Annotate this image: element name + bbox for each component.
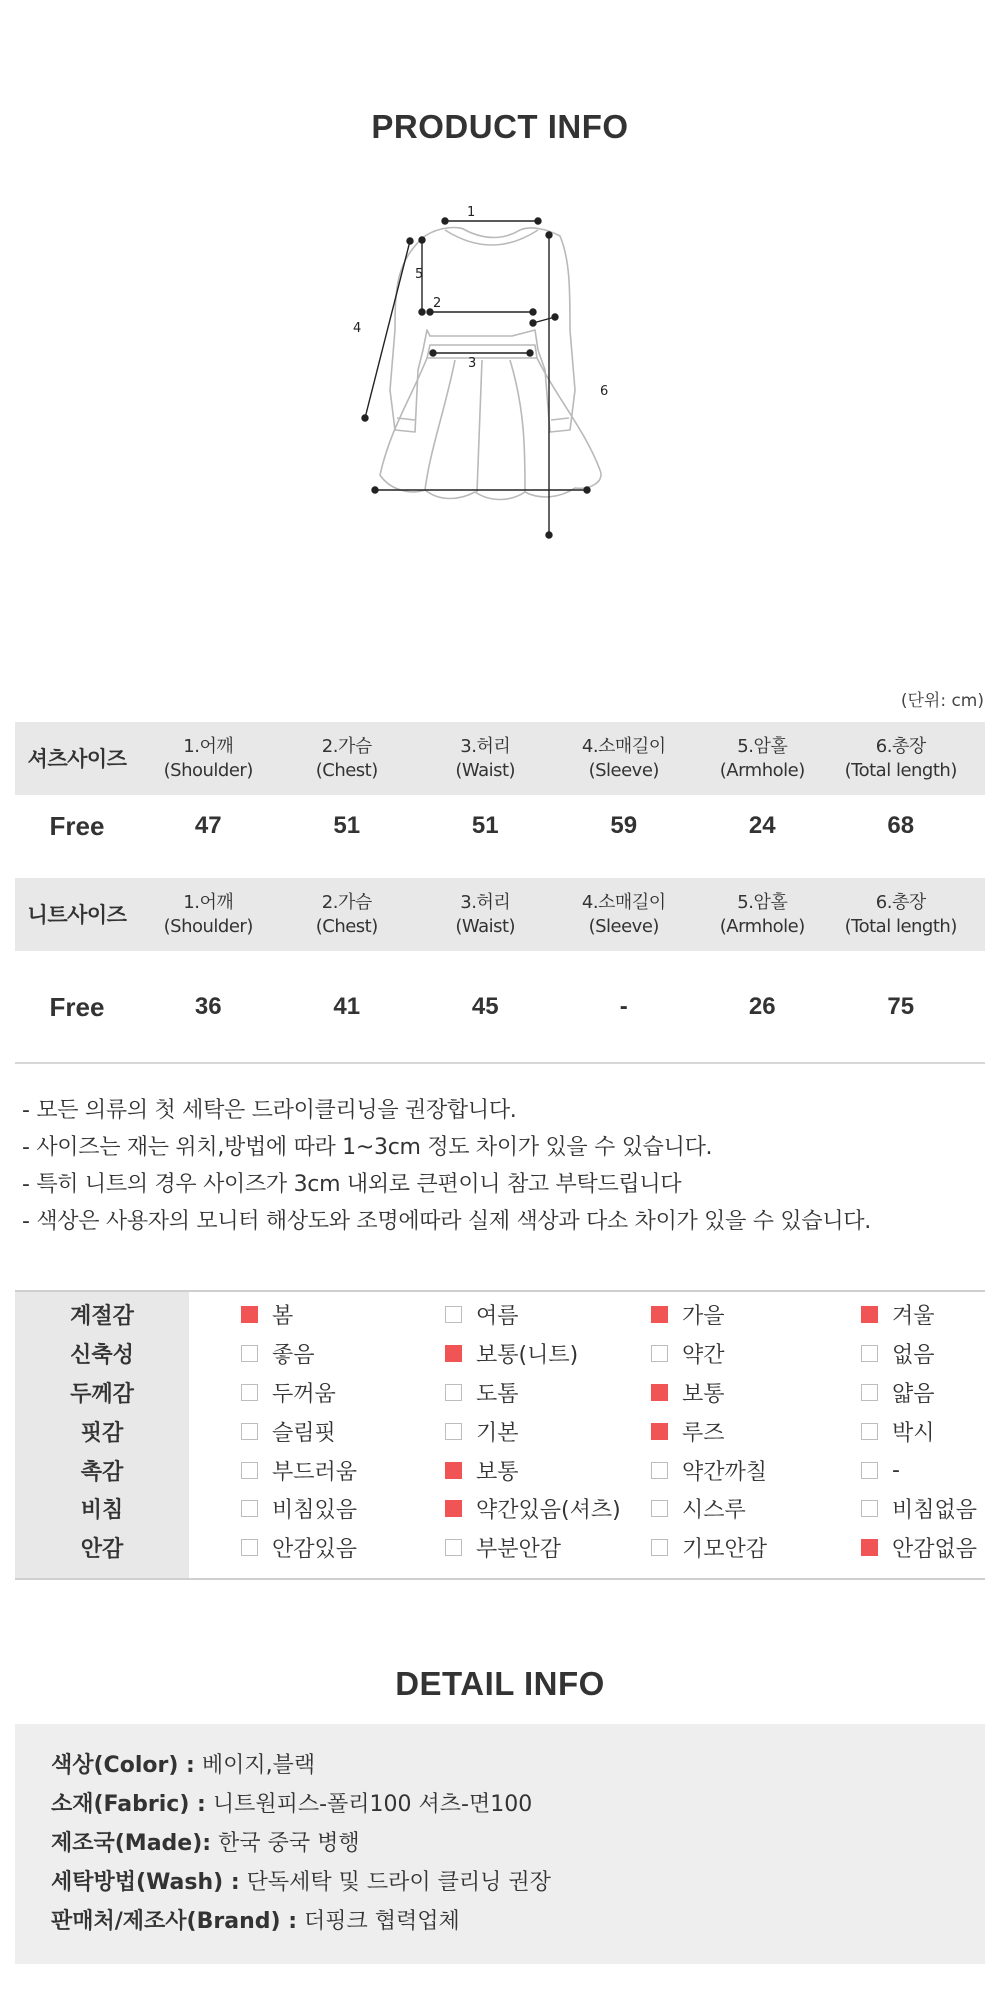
attribute-row xyxy=(15,1334,985,1372)
attribute-row xyxy=(15,1489,985,1527)
dress-skirt-outline xyxy=(380,358,601,500)
attribute-option-label: 시스루 xyxy=(682,1497,746,1523)
attribute-option xyxy=(651,1338,725,1369)
checked-box-icon xyxy=(445,1462,462,1479)
unchecked-box-icon xyxy=(651,1500,668,1517)
unchecked-box-icon xyxy=(861,1500,878,1517)
attribute-option xyxy=(861,1299,935,1330)
dress-bodice-outline xyxy=(390,228,575,432)
attribute-option-label: 박시 xyxy=(892,1420,935,1446)
product-info-title: PRODUCT INFO xyxy=(371,108,629,145)
attribute-option-label: 보통 xyxy=(682,1381,725,1407)
knit-size-table xyxy=(15,878,985,1064)
attribute-label: 핏감 xyxy=(80,1420,124,1446)
unchecked-box-icon xyxy=(241,1462,258,1479)
size-label: Free xyxy=(49,811,105,841)
unchecked-box-icon xyxy=(445,1306,462,1323)
attribute-option xyxy=(651,1493,746,1524)
unchecked-box-icon xyxy=(861,1384,878,1401)
attribute-option-label: 슬림핏 xyxy=(272,1420,336,1446)
checked-box-icon xyxy=(445,1500,462,1517)
attribute-option xyxy=(651,1532,767,1563)
attribute-option-label: 여름 xyxy=(476,1303,519,1329)
header-armhole: 5.암홀 (Armhole) xyxy=(719,891,805,937)
measure-label-4: 4 xyxy=(353,321,362,336)
note-line: - 색상은 사용자의 모니터 해상도와 조명에따라 실제 색상과 다소 차이가 있을 수 있습니다. xyxy=(22,1209,871,1234)
detail-line xyxy=(51,1746,985,1785)
detail-line xyxy=(51,1824,985,1863)
attribute-option xyxy=(651,1416,725,1447)
measure-label-3: 3 xyxy=(468,356,477,371)
attribute-option-label: 보통(니트) xyxy=(476,1342,579,1368)
value-chest: 51 xyxy=(333,812,361,839)
attribute-option xyxy=(241,1299,293,1330)
attribute-row xyxy=(15,1373,985,1411)
detail-value: 한국 중국 병행 xyxy=(218,1831,360,1856)
header-shoulder: 1.어깨 (Shoulder) xyxy=(163,735,253,781)
value-chest: 41 xyxy=(333,992,361,1020)
unchecked-box-icon xyxy=(445,1539,462,1556)
header-total-length: 6.총장 (Total length) xyxy=(844,735,957,781)
header-sleeve: 4.소매길이 (Sleeve) xyxy=(581,891,666,937)
attribute-option-label: 겨울 xyxy=(892,1303,935,1329)
attribute-option-label: 안감없음 xyxy=(892,1536,978,1562)
unchecked-box-icon xyxy=(241,1423,258,1440)
note-line: - 사이즈는 재는 위치,방법에 따라 1~3cm 정도 차이가 있을 수 있습니다. xyxy=(22,1135,713,1160)
table-row xyxy=(15,951,985,1064)
header-chest: 2.가슴 (Chest) xyxy=(315,735,378,781)
attribute-row xyxy=(15,1412,985,1450)
checked-box-icon xyxy=(861,1539,878,1556)
attribute-option xyxy=(861,1493,977,1524)
attribute-option-label: 좋음 xyxy=(272,1342,315,1368)
table-header-row xyxy=(15,722,985,795)
unchecked-box-icon xyxy=(241,1500,258,1517)
attribute-option-label: 가을 xyxy=(682,1303,725,1329)
unchecked-box-icon xyxy=(651,1462,668,1479)
attribute-option xyxy=(651,1377,725,1408)
header-sleeve: 4.소매길이 (Sleeve) xyxy=(581,735,666,781)
attribute-option-label: 루즈 xyxy=(682,1420,725,1446)
care-notes xyxy=(22,1092,871,1240)
value-waist: 51 xyxy=(471,812,499,839)
value-shoulder: 36 xyxy=(194,992,222,1020)
checked-box-icon xyxy=(241,1306,258,1323)
attribute-option-label: 부드러움 xyxy=(272,1459,358,1485)
checked-box-icon xyxy=(651,1384,668,1401)
checked-box-icon xyxy=(651,1306,668,1323)
attribute-option-label: 약간까칠 xyxy=(682,1459,768,1485)
attribute-option-label: 얇음 xyxy=(892,1381,935,1407)
value-sleeve: 59 xyxy=(610,812,638,839)
attribute-row xyxy=(15,1451,985,1489)
detail-line xyxy=(51,1902,985,1941)
attribute-option xyxy=(241,1455,357,1486)
attribute-option-label: 봄 xyxy=(272,1303,294,1329)
detail-info-title: DETAIL INFO xyxy=(395,1665,605,1702)
attribute-label: 신축성 xyxy=(70,1342,134,1368)
attribute-row xyxy=(15,1528,985,1566)
attribute-option xyxy=(445,1377,519,1408)
unchecked-box-icon xyxy=(445,1384,462,1401)
attribute-label: 두께감 xyxy=(70,1381,134,1407)
unchecked-box-icon xyxy=(241,1384,258,1401)
attribute-option xyxy=(241,1493,357,1524)
attribute-option-label: 부분안감 xyxy=(476,1536,562,1562)
detail-line xyxy=(51,1785,985,1824)
size-label: Free xyxy=(49,991,105,1022)
attribute-option xyxy=(861,1458,900,1483)
checked-box-icon xyxy=(651,1423,668,1440)
detail-key: 판매처/제조사(Brand) : xyxy=(51,1909,297,1934)
value-total-length: 68 xyxy=(887,812,915,839)
table-header-row xyxy=(15,878,985,951)
header-total-length: 6.총장 (Total length) xyxy=(844,891,957,937)
attribute-option xyxy=(445,1416,519,1447)
note-line: - 모든 의류의 첫 세탁은 드라이클리닝을 권장합니다. xyxy=(22,1098,517,1123)
attribute-option-label: 약간있음(셔츠) xyxy=(476,1497,621,1523)
unit-note: (단위: cm) xyxy=(900,691,984,711)
attribute-option-label: 없음 xyxy=(892,1342,935,1368)
value-shoulder: 47 xyxy=(194,812,222,839)
unchecked-box-icon xyxy=(861,1345,878,1362)
dress-measurement-diagram xyxy=(330,190,630,550)
unchecked-box-icon xyxy=(241,1539,258,1556)
attribute-option xyxy=(241,1377,336,1408)
attribute-option-label: 안감있음 xyxy=(272,1536,358,1562)
unchecked-box-icon xyxy=(651,1539,668,1556)
attribute-option xyxy=(445,1299,519,1330)
measure-label-2: 2 xyxy=(433,296,442,311)
header-waist: 3.허리 (Waist) xyxy=(455,735,516,781)
checked-box-icon xyxy=(861,1306,878,1323)
value-armhole: 26 xyxy=(748,992,776,1020)
attribute-option xyxy=(241,1338,315,1369)
attribute-option-label: 두꺼움 xyxy=(272,1381,336,1407)
attribute-option xyxy=(651,1299,725,1330)
measure-label-6: 6 xyxy=(600,384,609,399)
detail-line xyxy=(51,1863,985,1902)
detail-key: 소재(Fabric) : xyxy=(51,1792,206,1817)
attribute-option-label: 비침있음 xyxy=(272,1497,358,1523)
attribute-option-label: 기본 xyxy=(476,1420,519,1446)
measure-label-5: 5 xyxy=(415,267,424,282)
table-name: 셔츠사이즈 xyxy=(27,746,127,771)
detail-key: 세탁방법(Wash) : xyxy=(51,1870,240,1895)
attribute-option xyxy=(445,1493,621,1524)
attribute-option-label: 보통 xyxy=(476,1459,519,1485)
attribute-label: 계절감 xyxy=(70,1303,134,1329)
value-waist: 45 xyxy=(471,992,499,1020)
checked-box-icon xyxy=(445,1345,462,1362)
attribute-option-label: 비침없음 xyxy=(892,1497,978,1523)
detail-key: 색상(Color) : xyxy=(51,1753,195,1778)
attribute-option xyxy=(861,1338,935,1369)
unchecked-box-icon xyxy=(861,1423,878,1440)
unchecked-box-icon xyxy=(241,1345,258,1362)
attribute-option xyxy=(861,1377,935,1408)
attribute-label: 촉감 xyxy=(80,1459,124,1485)
unchecked-box-icon xyxy=(861,1462,878,1479)
detail-value: 베이지,블랙 xyxy=(201,1753,316,1778)
detail-value: 단독세탁 및 드라이 클리닝 권장 xyxy=(246,1870,551,1895)
attribute-option xyxy=(445,1455,519,1486)
header-waist: 3.허리 (Waist) xyxy=(455,891,516,937)
attribute-table xyxy=(15,1290,985,1580)
attribute-option xyxy=(861,1532,977,1563)
attribute-option xyxy=(651,1455,767,1486)
attribute-option xyxy=(445,1532,561,1563)
table-row xyxy=(15,795,985,857)
attribute-option-label: 도톰 xyxy=(476,1381,519,1407)
value-armhole: 24 xyxy=(748,812,776,839)
header-armhole: 5.암홀 (Armhole) xyxy=(719,735,805,781)
attribute-option xyxy=(861,1416,935,1447)
attribute-option xyxy=(241,1532,357,1563)
detail-value: 니트원피스-폴리100 셔츠-면100 xyxy=(212,1792,533,1817)
attribute-option-label: - xyxy=(892,1457,900,1483)
unchecked-box-icon xyxy=(445,1423,462,1440)
value-total-length: 75 xyxy=(887,992,915,1020)
attribute-row xyxy=(15,1295,985,1333)
detail-value: 더핑크 협력업체 xyxy=(304,1909,460,1934)
measure-label-1: 1 xyxy=(467,205,476,220)
note-line: - 특히 니트의 경우 사이즈가 3cm 내외로 큰편이니 참고 부탁드립니다 xyxy=(22,1172,682,1197)
attribute-option-label: 기모안감 xyxy=(682,1536,768,1562)
value-sleeve: - xyxy=(619,992,628,1020)
attribute-label: 안감 xyxy=(80,1536,124,1562)
attribute-label: 비침 xyxy=(80,1497,124,1523)
attribute-option xyxy=(445,1338,578,1369)
detail-key: 제조국(Made): xyxy=(51,1831,212,1856)
header-shoulder: 1.어깨 (Shoulder) xyxy=(163,891,253,937)
table-name: 니트사이즈 xyxy=(27,902,127,927)
detail-info-box xyxy=(15,1724,985,1964)
attribute-option-label: 약간 xyxy=(682,1342,725,1368)
header-chest: 2.가슴 (Chest) xyxy=(315,891,378,937)
attribute-option xyxy=(241,1416,336,1447)
shirt-size-table xyxy=(15,722,985,857)
unchecked-box-icon xyxy=(651,1345,668,1362)
